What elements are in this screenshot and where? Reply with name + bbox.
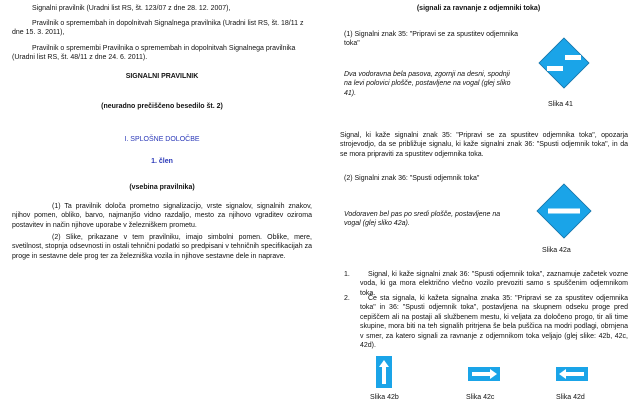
- reference-3: Pravilnik o spremembi Pravilnika o spremembah in dopolnitvah Signalnega pravilnika (Uradni list RS, št. 48/11 z dne 24. 6. 2011).: [12, 45, 296, 62]
- item-2-number: 2.: [344, 295, 350, 302]
- article-heading: 1. člen: [151, 158, 173, 165]
- reference-1: Signalni pravilnik (Uradni list RS, št. 123/07 z dne 28. 12. 2007),: [32, 5, 231, 12]
- arrow-up-sign-icon: [376, 356, 392, 388]
- arrow-right-sign-icon: [468, 367, 500, 381]
- left-page: [12, 0, 317, 409]
- sign-35-description: Dva vodoravna bela pasova, zgornji na desni, spodnji na levi polovici plošče, postavljene na vogal (glej sliko 41).: [344, 71, 511, 97]
- figure-42c-caption: Slika 42c: [466, 394, 495, 401]
- paragraph-2: (2) Slike, prikazane v tem pravilniku, imajo simbolni pomen. Oblike, mere, svetilnost, stopnja odsevnosti in ostali tehnični podatki so predpisani v tehničnih specifikacijah za proge in sestavne dele prog ter za železniška vozila in njihove sestavne dele in naprave.: [12, 234, 312, 260]
- figure-42d-caption: Slika 42d: [556, 394, 585, 401]
- signals-heading: (signali za ravnanje z odjemniki toka): [416, 5, 541, 12]
- signal-35-paragraph: Signal, ki kaže signalni znak 35: "Pripravi se za spustitev odjemnika toka", opozarja strojevodjo, da se približuje signalu, ki kaže signalni znak 36: "Spusti odjemnik toka", in da se mora pripraviti za spustitev odjemnika toka.: [340, 132, 628, 158]
- signal-sign-35-icon: [538, 37, 590, 89]
- section-heading: I. SPLOŠNE DOLOČBE: [124, 136, 200, 143]
- paragraph-1: (1) Ta pravilnik določa prometno signalizacijo, vrste signalov, signalnih znakov, njihov pomen, obliko, barvo, najmanjšo vidno razdaljo, mesto za njihovo vgraditev oziroma postavitev in način njihove uporabe v železniškem prometu.: [12, 203, 312, 229]
- signal-sign-36-icon: [536, 183, 592, 239]
- figure-42b-caption: Slika 42b: [370, 394, 399, 401]
- sign-35-label: (1) Signalni znak 35: "Pripravi se za spustitev odjemnika toka": [344, 31, 519, 48]
- item-2-text: Če sta signala, ki kažeta signalna znaka 35: "Pripravi se za spustitev odjemnika toka" in 36: "Spusti odjemnik toka", postavljena na skupnem odseku proge pred cepiščem ali na postaji ali službenem mestu, ki veljata za določeno progo, tir ali time skupine, mora biti na teh signalih pritrjena še bela puščica na modri podlagi, obrnjena v smer, za katero signali za ravnanje z odjemnikom toka veljajo (glej slike: 42b, 42c, 42d).: [360, 295, 628, 350]
- right-page: [326, 0, 631, 409]
- figure-41-caption: Slika 41: [548, 101, 573, 108]
- document-title: SIGNALNI PRAVILNIK: [125, 73, 199, 80]
- article-title: (vsebina pravilnika): [129, 184, 195, 191]
- sign-36-label: (2) Signalni znak 36: "Spusti odjemnik toka": [344, 175, 480, 182]
- reference-2: Pravilnik o spremembah in dopolnitvah Signalnega pravilnika (Uradni list RS, št. 18/11 z dne 15. 3. 2011),: [12, 20, 304, 37]
- document-subtitle: (neuradno prečiščeno besedilo št. 2): [101, 103, 223, 110]
- item-1-number: 1.: [344, 271, 350, 278]
- figure-42a-caption: Slika 42a: [542, 247, 571, 254]
- sign-36-description: Vodoraven bel pas po sredi plošče, postavljene na vogal (glej sliko 42a).: [344, 211, 501, 228]
- arrow-left-sign-icon: [556, 367, 588, 381]
- item-1-text: Signal, ki kaže signalni znak 36: "Spusti odjemnik toka", zaznamuje začetek vozne voda, ki ga mora električno vlečno vozilo prevoziti samo s spuščenim odjemnikom toka.: [360, 271, 628, 297]
